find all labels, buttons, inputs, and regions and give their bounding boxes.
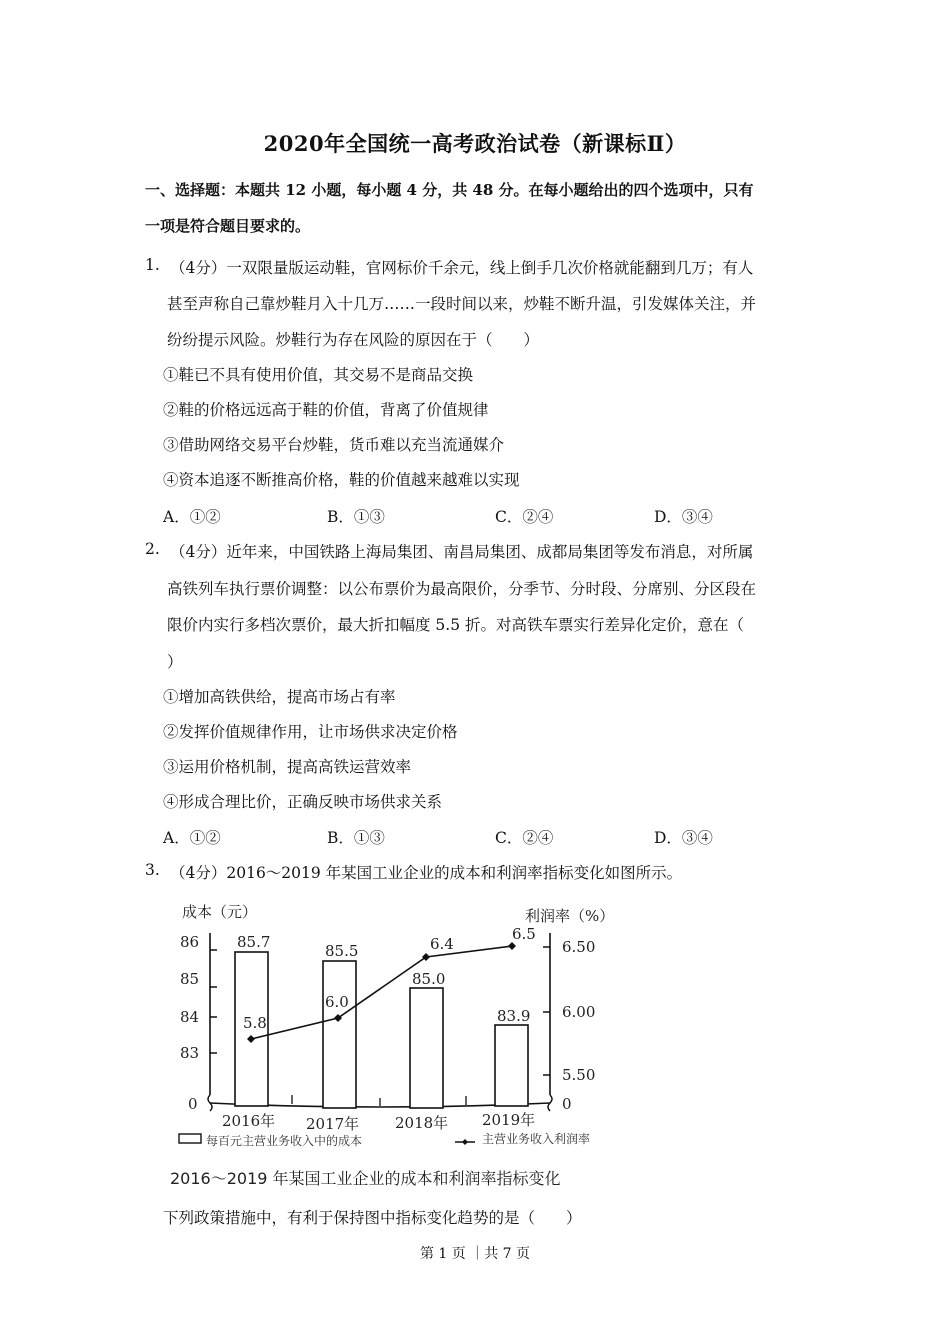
cost-profit-chart bbox=[170, 895, 630, 1195]
bar-2018 bbox=[410, 988, 443, 1108]
legend-bar-label: 每百元主营业务收入中的成本 bbox=[206, 1134, 363, 1148]
option-a[interactable]: A．①② bbox=[163, 508, 221, 526]
line-label: 6.4 bbox=[430, 935, 454, 953]
statement: ③运用价格机制，提高高铁运营效率 bbox=[163, 758, 412, 776]
statement: ②鞋的价格远远高于鞋的价值，背离了价值规律 bbox=[163, 401, 489, 419]
option-a[interactable]: A．①② bbox=[163, 829, 221, 847]
question-text-line: 限价内实行多档次票价，最大折扣幅度 5.5 折。对高铁车票实行差异化定价，意在（ bbox=[167, 616, 745, 634]
question-text-line: 纷纷提示风险。炒鞋行为存在风险的原因在于（ ） bbox=[167, 331, 540, 349]
bar-label: 85.7 bbox=[237, 933, 271, 951]
x-tick: 2019年 bbox=[482, 1111, 536, 1129]
question-text-line: 高铁列车执行票价调整：以公布票价为最高限价，分季节、分时段、分席别、分区段在 bbox=[167, 580, 757, 598]
y-tick-left: 0 bbox=[188, 1095, 198, 1113]
chart-caption: 2016～2019 年某国工业企业的成本和利润率指标变化 bbox=[170, 1169, 561, 1188]
y-tick-left: 85 bbox=[180, 970, 200, 988]
statement: ②发挥价值规律作用，让市场供求决定价格 bbox=[163, 723, 458, 741]
line-label: 6.0 bbox=[325, 993, 349, 1011]
question-number: 1. bbox=[145, 256, 160, 274]
page-footer: 第 1 页 ｜共 7 页 bbox=[419, 1246, 531, 1262]
statement: ①鞋已不具有使用价值，其交易不是商品交换 bbox=[163, 366, 474, 384]
question-text-line: 下列政策措施中，有利于保持图中指标变化趋势的是（ ） bbox=[163, 1209, 582, 1227]
y-axis-left-label: 成本（元） bbox=[182, 903, 258, 921]
legend-bar-icon bbox=[179, 1134, 201, 1143]
section-instruction-line1: 一、选择题：本题共 12 小题，每小题 4 分，共 48 分。在每小题给出的四个选项中，只有 bbox=[145, 181, 754, 199]
line-label: 6.5 bbox=[512, 925, 536, 943]
page-title: 2020年全国统一高考政治试卷（新课标Ⅱ） bbox=[263, 131, 687, 156]
question-text-line: （4分）一双限量版运动鞋，官网标价千余元，线上倒手几次价格就能翻到几万；有人 bbox=[170, 259, 754, 277]
line-label: 5.8 bbox=[243, 1014, 267, 1032]
x-tick: 2018年 bbox=[395, 1114, 449, 1132]
y-tick-right: 6.00 bbox=[562, 1003, 596, 1021]
statement: ④资本追逐不断推高价格，鞋的价值越来越难以实现 bbox=[163, 471, 520, 489]
bar-2017 bbox=[323, 961, 356, 1108]
y-axis-right-label: 利润率（%） bbox=[525, 907, 615, 925]
section-instruction-line2: 一项是符合题目要求的。 bbox=[145, 217, 311, 235]
question-number: 2. bbox=[145, 540, 160, 558]
y-tick-left: 83 bbox=[180, 1044, 200, 1062]
y-tick-right: 0 bbox=[562, 1095, 572, 1113]
bar-2019 bbox=[495, 1025, 528, 1106]
option-d[interactable]: D．③④ bbox=[654, 508, 713, 526]
y-tick-right: 6.50 bbox=[562, 938, 596, 956]
y-tick-right: 5.50 bbox=[562, 1066, 596, 1084]
x-tick: 2016年 bbox=[222, 1112, 276, 1130]
bar-label: 83.9 bbox=[497, 1007, 531, 1025]
statement: ①增加高铁供给，提高市场占有率 bbox=[163, 688, 396, 706]
bar-label: 85.5 bbox=[325, 942, 359, 960]
question-text-line: （4分）2016～2019 年某国工业企业的成本和利润率指标变化如图所示。 bbox=[170, 864, 683, 882]
bar-label: 85.0 bbox=[412, 970, 446, 988]
option-c[interactable]: C．②④ bbox=[495, 508, 554, 526]
option-c[interactable]: C．②④ bbox=[495, 829, 554, 847]
y-tick-left: 86 bbox=[180, 933, 200, 951]
legend-line-label: 主营业务收入利润率 bbox=[482, 1132, 591, 1146]
option-b[interactable]: B．①③ bbox=[327, 508, 385, 526]
question-text-line: 甚至声称自己靠炒鞋月入十几万……一段时间以来，炒鞋不断升温，引发媒体关注，并 bbox=[167, 295, 757, 313]
question-text-line: ） bbox=[167, 653, 183, 671]
option-d[interactable]: D．③④ bbox=[654, 829, 713, 847]
statement: ④形成合理比价，正确反映市场供求关系 bbox=[163, 793, 443, 811]
x-tick: 2017年 bbox=[306, 1115, 360, 1133]
y-tick-left: 84 bbox=[180, 1008, 200, 1026]
option-b[interactable]: B．①③ bbox=[327, 829, 385, 847]
question-text-line: （4分）近年来，中国铁路上海局集团、南昌局集团、成都局集团等发布消息，对所属 bbox=[170, 543, 754, 561]
statement: ③借助网络交易平台炒鞋，货币难以充当流通媒介 bbox=[163, 436, 505, 454]
question-number: 3. bbox=[145, 861, 160, 879]
